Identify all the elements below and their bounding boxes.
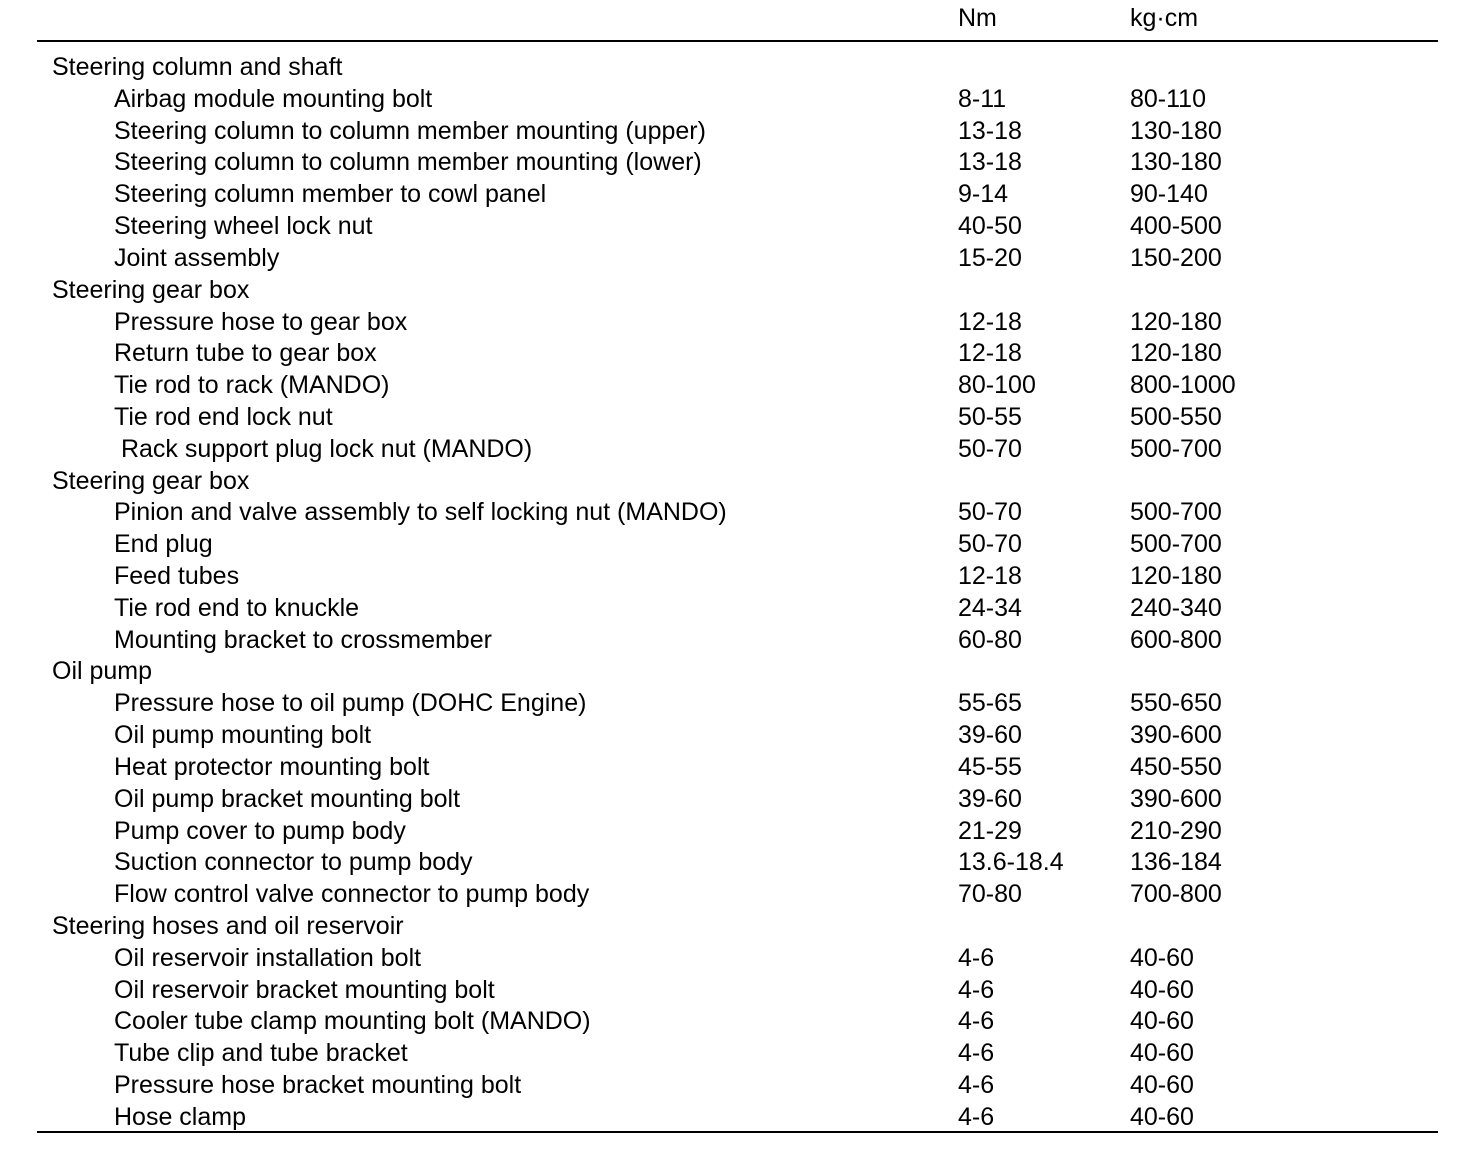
torque-kgcm-value: 40-60 xyxy=(1130,975,1194,1004)
table-row xyxy=(0,816,1472,848)
section-heading: Steering column and shaft xyxy=(52,53,343,81)
torque-kgcm-value: 210-290 xyxy=(1130,816,1222,845)
component-label: Joint assembly xyxy=(114,243,280,272)
torque-nm-value: 70-80 xyxy=(958,880,1022,909)
torque-kgcm-value: 600-800 xyxy=(1130,625,1222,654)
table-row xyxy=(0,752,1472,784)
component-label: Tie rod end to knuckle xyxy=(114,593,360,622)
torque-nm-value: 13-18 xyxy=(958,148,1022,177)
table-row xyxy=(0,1006,1472,1038)
section-heading-row xyxy=(0,52,1472,84)
torque-nm-value: 50-55 xyxy=(958,402,1022,431)
torque-kgcm-value: 240-340 xyxy=(1130,593,1222,622)
component-label: Cooler tube clamp mounting bolt (MANDO) xyxy=(114,1007,591,1036)
table-row xyxy=(0,784,1472,816)
table-row xyxy=(0,370,1472,402)
component-label: Airbag module mounting bolt xyxy=(114,84,433,113)
table-row xyxy=(0,307,1472,339)
column-header-nm: Nm xyxy=(958,4,997,32)
component-label: Hose clamp xyxy=(114,1102,246,1131)
torque-nm-value: 50-70 xyxy=(958,530,1022,559)
torque-nm-value: 4-6 xyxy=(958,943,995,972)
table-row xyxy=(0,147,1472,179)
torque-nm-value: 4-6 xyxy=(958,1039,995,1068)
torque-kgcm-value: 40-60 xyxy=(1130,1071,1194,1099)
component-label: Rack support plug lock nut (MANDO) xyxy=(114,434,533,463)
torque-kgcm-value: 120-180 xyxy=(1130,339,1222,368)
table-row xyxy=(0,243,1472,275)
torque-kgcm-value: 500-550 xyxy=(1130,402,1222,431)
table-row xyxy=(0,879,1472,911)
component-label: Steering column to column member mounting (lower) xyxy=(114,148,702,177)
component-label: Tie rod to rack (MANDO) xyxy=(114,371,390,400)
torque-nm-value: 8-11 xyxy=(958,84,1007,113)
section-heading-row xyxy=(0,275,1472,307)
section-heading-row xyxy=(0,911,1472,943)
table-row xyxy=(0,593,1472,625)
torque-nm-value: 13-18 xyxy=(958,116,1022,145)
table-row xyxy=(0,529,1472,561)
torque-nm-value: 80-100 xyxy=(958,371,1036,400)
torque-kgcm-value: 500-700 xyxy=(1130,434,1222,463)
table-row xyxy=(0,975,1472,1007)
table-row xyxy=(0,688,1472,720)
component-label: Oil reservoir bracket mounting bolt xyxy=(114,975,495,1004)
torque-nm-value: 4-6 xyxy=(958,1007,995,1036)
component-label: End plug xyxy=(114,530,213,559)
section-heading-row xyxy=(0,466,1472,498)
component-label: Steering wheel lock nut xyxy=(114,212,373,241)
torque-kgcm-value: 550-650 xyxy=(1130,689,1222,718)
component-label: Suction connector to pump body xyxy=(114,848,473,877)
torque-kgcm-value: 150-200 xyxy=(1130,243,1222,272)
table-row xyxy=(0,1102,1472,1134)
torque-nm-value: 13.6-18.4 xyxy=(958,848,1064,877)
torque-nm-value: 4-6 xyxy=(958,1071,995,1099)
component-label: Oil pump bracket mounting bolt xyxy=(114,784,461,813)
torque-nm-value: 39-60 xyxy=(958,784,1022,813)
torque-kgcm-value: 450-550 xyxy=(1130,752,1222,781)
torque-kgcm-value: 390-600 xyxy=(1130,784,1222,813)
torque-kgcm-value: 40-60 xyxy=(1130,943,1194,972)
table-row xyxy=(0,116,1472,148)
column-header-kgcm: kg·cm xyxy=(1130,4,1199,32)
torque-nm-value: 21-29 xyxy=(958,816,1022,845)
torque-kgcm-value: 500-700 xyxy=(1130,498,1222,527)
torque-nm-value: 50-70 xyxy=(958,434,1022,463)
table-row xyxy=(0,338,1472,370)
table-row xyxy=(0,625,1472,657)
torque-kgcm-value: 90-140 xyxy=(1130,180,1208,209)
component-label: Flow control valve connector to pump body xyxy=(114,880,590,909)
torque-nm-value: 12-18 xyxy=(958,339,1022,368)
component-label: Pinion and valve assembly to self locking nut (MANDO) xyxy=(114,498,727,527)
torque-nm-value: 40-50 xyxy=(958,212,1022,241)
section-heading: Steering hoses and oil reservoir xyxy=(52,911,404,940)
component-label: Pressure hose to oil pump (DOHC Engine) xyxy=(114,689,587,718)
torque-nm-value: 12-18 xyxy=(958,562,1022,590)
component-label: Return tube to gear box xyxy=(114,339,377,368)
component-label: Tube clip and tube bracket xyxy=(114,1039,408,1068)
table-row xyxy=(0,497,1472,529)
component-label: Tie rod end lock nut xyxy=(114,402,333,431)
component-label: Feed tubes xyxy=(114,562,240,590)
section-heading-row xyxy=(0,656,1472,688)
table-body xyxy=(0,52,1472,1134)
footer-rule xyxy=(37,1131,1438,1133)
torque-kgcm-value: 136-184 xyxy=(1130,848,1222,877)
torque-nm-value: 4-6 xyxy=(958,1102,995,1131)
torque-nm-value: 4-6 xyxy=(958,975,995,1004)
torque-kgcm-value: 390-600 xyxy=(1130,721,1222,750)
component-label: Pressure hose to gear box xyxy=(114,307,408,336)
torque-kgcm-value: 400-500 xyxy=(1130,212,1222,241)
torque-nm-value: 60-80 xyxy=(958,625,1022,654)
torque-kgcm-value: 40-60 xyxy=(1130,1007,1194,1036)
table-row xyxy=(0,434,1472,466)
component-label: Heat protector mounting bolt xyxy=(114,752,430,781)
table-row xyxy=(0,943,1472,975)
table-row xyxy=(0,211,1472,243)
torque-nm-value: 50-70 xyxy=(958,498,1022,527)
torque-kgcm-value: 120-180 xyxy=(1130,562,1222,590)
torque-kgcm-value: 80-110 xyxy=(1130,84,1206,113)
header-rule xyxy=(37,40,1438,42)
torque-nm-value: 15-20 xyxy=(958,243,1022,272)
torque-nm-value: 24-34 xyxy=(958,593,1022,622)
table-row xyxy=(0,179,1472,211)
component-label: Steering column member to cowl panel xyxy=(114,180,547,209)
section-heading: Steering gear box xyxy=(52,275,250,304)
component-label: Oil pump mounting bolt xyxy=(114,721,372,750)
table-row xyxy=(0,847,1472,879)
torque-kgcm-value: 130-180 xyxy=(1130,148,1222,177)
torque-kgcm-value: 800-1000 xyxy=(1130,371,1236,400)
torque-kgcm-value: 120-180 xyxy=(1130,307,1222,336)
table-row xyxy=(0,720,1472,752)
table-row xyxy=(0,84,1472,116)
component-label: Steering column to column member mounting (upper) xyxy=(114,116,706,145)
torque-kgcm-value: 130-180 xyxy=(1130,116,1222,145)
torque-nm-value: 9-14 xyxy=(958,180,1009,209)
torque-kgcm-value: 40-60 xyxy=(1130,1102,1194,1131)
component-label: Mounting bracket to crossmember xyxy=(114,625,492,654)
torque-kgcm-value: 500-700 xyxy=(1130,530,1222,559)
torque-nm-value: 45-55 xyxy=(958,752,1022,781)
section-heading: Steering gear box xyxy=(52,466,250,495)
section-heading: Oil pump xyxy=(52,657,153,686)
torque-nm-value: 55-65 xyxy=(958,689,1022,718)
torque-nm-value: 39-60 xyxy=(958,721,1022,750)
table-row xyxy=(0,1038,1472,1070)
table-row xyxy=(0,1070,1472,1102)
component-label: Pressure hose bracket mounting bolt xyxy=(114,1071,522,1099)
table-row xyxy=(0,561,1472,593)
torque-kgcm-value: 700-800 xyxy=(1130,880,1222,909)
component-label: Pump cover to pump body xyxy=(114,816,406,845)
torque-nm-value: 12-18 xyxy=(958,307,1022,336)
component-label: Oil reservoir installation bolt xyxy=(114,943,422,972)
torque-kgcm-value: 40-60 xyxy=(1130,1039,1194,1068)
table-row xyxy=(0,402,1472,434)
